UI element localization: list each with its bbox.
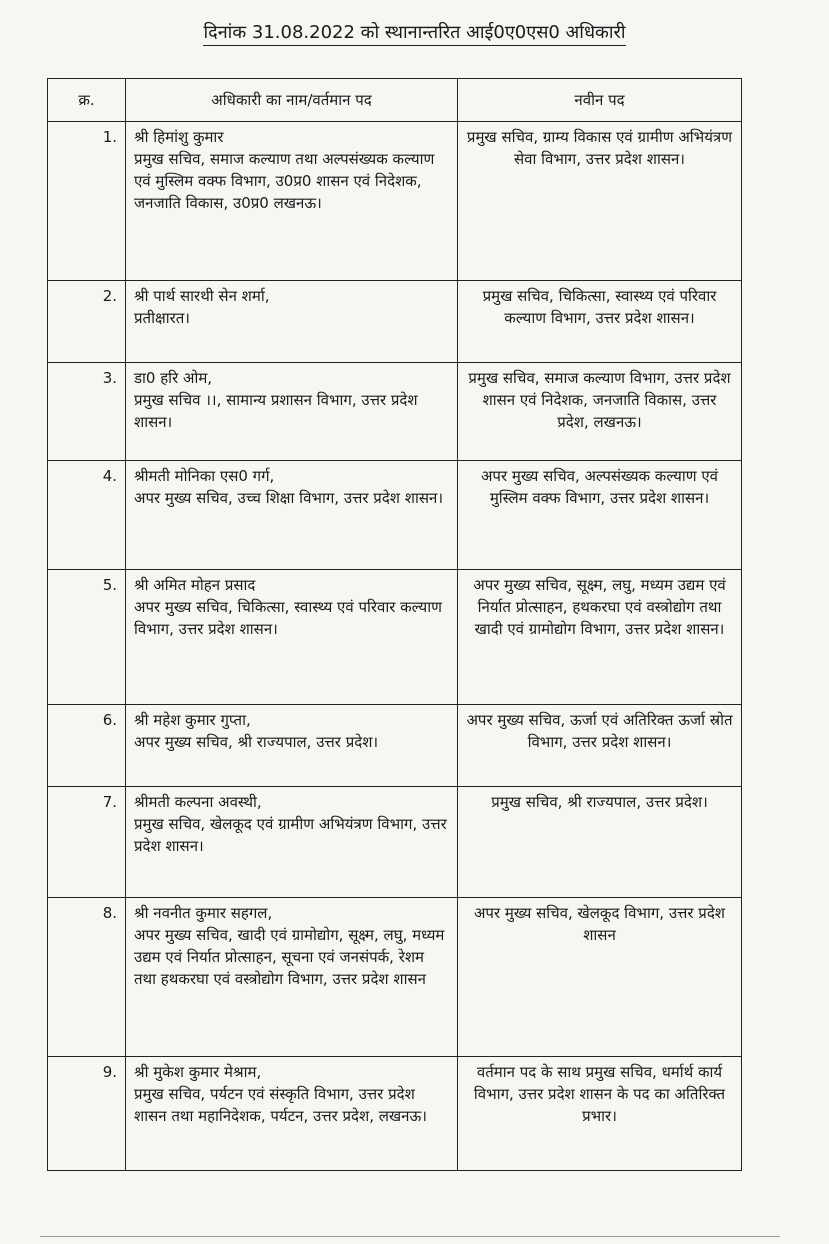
new-post: प्रमुख सचिव, श्री राज्यपाल, उत्तर प्रदेश।: [458, 787, 742, 898]
officer-current: [126, 122, 458, 281]
table-header-row: [48, 79, 742, 122]
table-row: [48, 705, 742, 787]
current-post: प्रमुख सचिव ।।, सामान्य प्रशासन विभाग, उत्तर प्रदेश शासन।: [134, 391, 418, 431]
officer-name: श्री अमित मोहन प्रसाद: [134, 576, 256, 594]
transfer-table: [47, 78, 742, 1171]
new-post: अपर मुख्य सचिव, ऊर्जा एवं अतिरिक्त ऊर्जा स्रोत विभाग, उत्तर प्रदेश शासन।: [458, 705, 742, 787]
table-row: [48, 281, 742, 363]
new-post: अपर मुख्य सचिव, सूक्ष्म, लघु, मध्यम उद्यम एवं निर्यात प्रोत्साहन, हथकरघा एवं वस्त्रोद्योग तथा खादी एवं ग्रामोद्योग विभाग, उत्तर प्रदेश शासन।: [458, 570, 742, 705]
officer-current: [126, 363, 458, 461]
current-post: प्रमुख सचिव, पर्यटन एवं संस्कृति विभाग, उत्तर प्रदेश शासन तथा महानिदेशक, पर्यटन, उत्तर प्रदेश, लखनऊ।: [134, 1085, 427, 1125]
officer-current: [126, 461, 458, 570]
header-current-post: अधिकारी का नाम/वर्तमान पद: [126, 79, 458, 122]
table-row: [48, 787, 742, 898]
current-post: अपर मुख्य सचिव, खादी एवं ग्रामोद्योग, सूक्ष्म, लघु, मध्यम उद्यम एवं निर्यात प्रोत्साहन, सूचना एवं जनसंपर्क, रेशम तथा हथकरघा एवं वस्त्रोद्योग विभाग, उत्तर प्रदेश शासन: [134, 926, 445, 988]
serial-number: 6.: [48, 705, 126, 787]
officer-current: [126, 898, 458, 1057]
officer-current: [126, 787, 458, 898]
table-row: [48, 570, 742, 705]
serial-number: 1.: [48, 122, 126, 281]
officer-current: [126, 1057, 458, 1171]
current-post: अपर मुख्य सचिव, श्री राज्यपाल, उत्तर प्रदेश।: [134, 733, 379, 751]
serial-number: 8.: [48, 898, 126, 1057]
officer-name: श्री नवनीत कुमार सहगल,: [134, 904, 273, 922]
officer-name: श्री पार्थ सारथी सेन शर्मा,: [134, 287, 270, 305]
current-post: अपर मुख्य सचिव, उच्च शिक्षा विभाग, उत्तर प्रदेश शासन।: [134, 489, 444, 507]
new-post: प्रमुख सचिव, चिकित्सा, स्वास्थ्य एवं परिवार कल्याण विभाग, उत्तर प्रदेश शासन।: [458, 281, 742, 363]
new-post: प्रमुख सचिव, ग्राम्य विकास एवं ग्रामीण अभियंत्रण सेवा विभाग, उत्तर प्रदेश शासन।: [458, 122, 742, 281]
officer-name: श्रीमती कल्पना अवस्थी,: [134, 793, 262, 811]
new-post: अपर मुख्य सचिव, खेलकूद विभाग, उत्तर प्रदेश शासन: [458, 898, 742, 1057]
page-edge-line: [40, 1236, 780, 1237]
officer-name: श्री महेश कुमार गुप्ता,: [134, 711, 251, 729]
current-post: प्रमुख सचिव, खेलकूद एवं ग्रामीण अभियंत्रण विभाग, उत्तर प्रदेश शासन।: [134, 815, 447, 855]
header-new-post: नवीन पद: [458, 79, 742, 122]
table-row: [48, 1057, 742, 1171]
serial-number: 9.: [48, 1057, 126, 1171]
current-post: प्रमुख सचिव, समाज कल्याण तथा अल्पसंख्यक कल्याण एवं मुस्लिम वक्फ विभाग, उ0प्र0 शासन एवं निदेशक, जनजाति विकास, उ0प्र0 लखनऊ।: [134, 150, 435, 212]
serial-number: 3.: [48, 363, 126, 461]
officer-current: [126, 570, 458, 705]
table-row: [48, 363, 742, 461]
officer-name: श्री हिमांशु कुमार: [134, 128, 224, 146]
header-serial: क्र.: [48, 79, 126, 122]
new-post: वर्तमान पद के साथ प्रमुख सचिव, धर्मार्थ कार्य विभाग, उत्तर प्रदेश शासन के पद का अतिरिक्त प्रभार।: [458, 1057, 742, 1171]
serial-number: 4.: [48, 461, 126, 570]
serial-number: 5.: [48, 570, 126, 705]
officer-name: श्री मुकेश कुमार मेश्राम,: [134, 1063, 262, 1081]
new-post: प्रमुख सचिव, समाज कल्याण विभाग, उत्तर प्रदेश शासन एवं निदेशक, जनजाति विकास, उत्तर प्रदेश, लखनऊ।: [458, 363, 742, 461]
current-post: अपर मुख्य सचिव, चिकित्सा, स्वास्थ्य एवं परिवार कल्याण विभाग, उत्तर प्रदेश शासन।: [134, 598, 442, 638]
officer-name: डा0 हरि ओम,: [134, 369, 213, 387]
officer-name: श्रीमती मोनिका एस0 गर्ग,: [134, 467, 275, 485]
serial-number: 2.: [48, 281, 126, 363]
serial-number: 7.: [48, 787, 126, 898]
page-title: दिनांक 31.08.2022 को स्थानान्तरित आई0ए0एस0 अधिकारी: [0, 20, 829, 44]
officer-current: [126, 705, 458, 787]
new-post: अपर मुख्य सचिव, अल्पसंख्यक कल्याण एवं मुस्लिम वक्फ विभाग, उत्तर प्रदेश शासन।: [458, 461, 742, 570]
table-row: [48, 122, 742, 281]
table-row: [48, 898, 742, 1057]
current-post: प्रतीक्षारत।: [134, 309, 190, 327]
officer-current: [126, 281, 458, 363]
table-row: [48, 461, 742, 570]
